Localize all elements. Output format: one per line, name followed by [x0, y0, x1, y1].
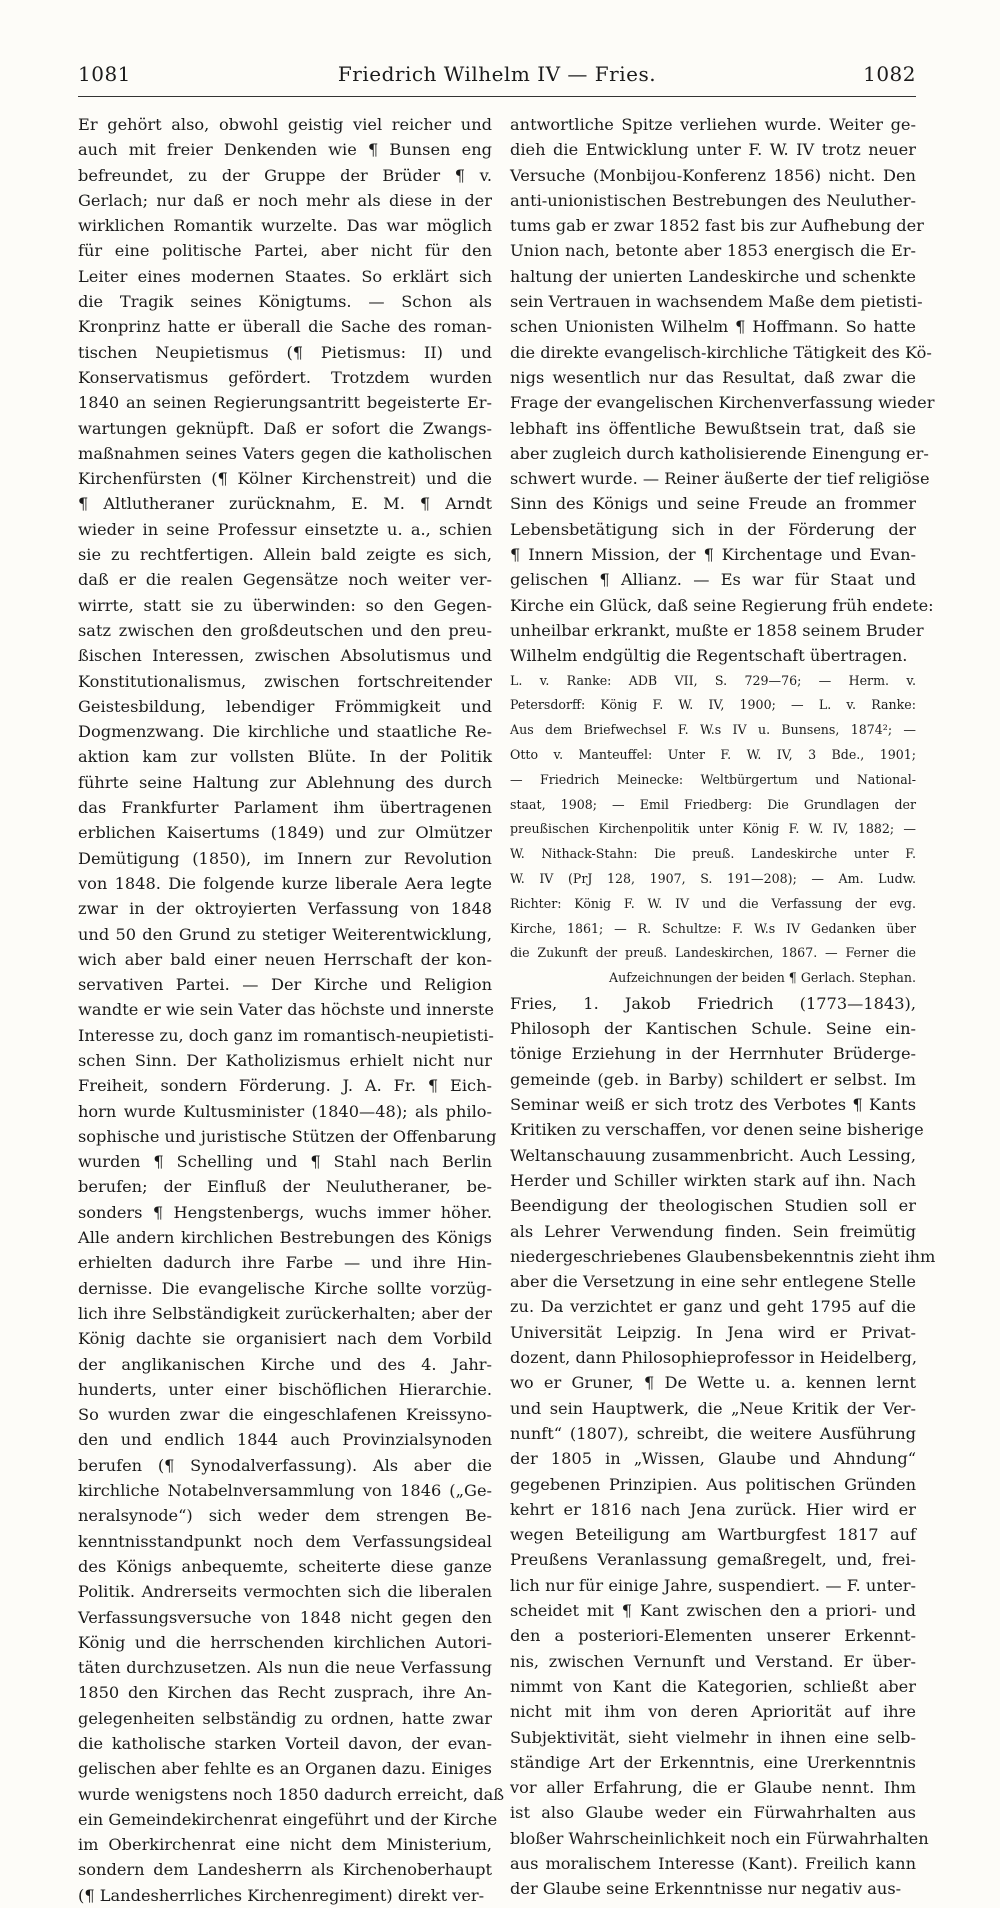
text-line: sophische und juristische Stützen der Offenbarung [78, 1126, 497, 1146]
text-line: nigs wesentlich nur das Resultat, daß zwar die [510, 367, 916, 387]
text-line: Konservatismus gefördert. Trotzdem wurden [78, 367, 492, 387]
text-line: berufen (¶ Synodalverfassung). Als aber die [78, 1455, 492, 1475]
text-line: gelischen aber fehlte es an Organen dazu. Einiges [78, 1759, 492, 1779]
text-line: Philosoph der Kantischen Schule. Seine ein- [510, 1019, 916, 1039]
text-line: sie zu rechtfertigen. Allein bald zeigte es sich, [78, 545, 492, 565]
text-line: Geistesbildung, lebendiger Frömmigkeit und [78, 696, 492, 716]
text-line: ¶ Innern Mission, der ¶ Kirchentage und Evan- [510, 545, 916, 565]
text-line: ßischen Interessen, zwischen Absolutismus und [78, 646, 492, 666]
text-line: servativen Partei. — Der Kirche und Religion [78, 975, 492, 995]
reference-line: W. Nithack-Stahn: Die preuß. Landeskirche unter F. [510, 846, 916, 862]
reference-line: Aus dem Briefwechsel F. W.s IV u. Bunsens, 1874²; — [510, 722, 916, 738]
text-line: aber zugleich durch katholisierende Einengung er- [510, 443, 929, 463]
header-rule [78, 96, 916, 97]
text-line: neralsynode“) sich weder dem strengen Be- [78, 1506, 492, 1526]
text-line: antwortliche Spitze verliehen wurde. Weiter ge- [510, 115, 916, 134]
text-line: die katholische starken Vorteil davon, der evan- [78, 1734, 492, 1753]
text-line: wartungen geknüpft. Daß er sofort die Zwangs- [78, 418, 492, 438]
text-line: 1840 an seinen Regierungsantritt begeisterte Er- [78, 393, 492, 413]
text-line: Kirchenfürsten (¶ Kölner Kirchenstreit) und die [78, 469, 492, 489]
text-line: lebhaft ins öffentliche Bewußtsein trat, daß sie [510, 418, 916, 438]
text-line: den und endlich 1844 auch Provinzialsynoden [78, 1430, 492, 1450]
text-line: wo er Gruner, ¶ De Wette u. a. kennen lernt [510, 1373, 916, 1393]
text-line: nis, zwischen Vernunft und Verstand. Er über- [510, 1651, 916, 1671]
text-line: Alle andern kirchlichen Bestrebungen des Königs [78, 1228, 492, 1248]
bibliography [510, 669, 916, 991]
text-line: Politik. Andrerseits vermochten sich die liberalen [78, 1582, 492, 1602]
text-line: des Königs anbequemte, scheiterte diese ganze [78, 1556, 492, 1576]
page-header [78, 62, 916, 92]
text-line: sondern dem Landesherrn als Kirchenoberhaupt [78, 1860, 492, 1880]
reference-line: Petersdorff: König F. W. IV, 1900; — L. v. Ranke: [510, 697, 916, 713]
text-line: Preußens Veranlassung gemaßregelt, und, frei- [510, 1550, 916, 1570]
text-line: als Lehrer Verwendung finden. Sein freimütig [510, 1221, 916, 1241]
text-line: daß er die realen Gegensätze noch weiter ver- [78, 570, 492, 590]
right-column [510, 112, 936, 1899]
page-number-left: 1081 [78, 62, 131, 86]
text-line: tums gab er zwar 1852 fast bis zur Aufhebung der [510, 216, 924, 236]
text-line: aber die Versetzung in eine sehr entlegene Stelle [510, 1272, 916, 1292]
fries-entry [510, 991, 936, 1902]
text-line: ¶ Altlutheraner zurücknahm, E. M. ¶ Arndt [78, 494, 492, 514]
text-line: ist also Glaube weder ein Fürwahrhalten aus [510, 1803, 916, 1823]
text-line: bloßer Wahrscheinlichkeit noch ein Fürwahrhalten [510, 1828, 929, 1848]
text-line: Er gehört also, obwohl geistig viel reicher und [78, 115, 492, 134]
text-line: dozent, dann Philosophieprofessor in Heidelberg, [510, 1348, 918, 1368]
text-line: (¶ Landesherrliches Kirchenregiment) direkt ver- [78, 1885, 485, 1905]
text-line: schwert wurde. — Reiner äußerte der tief religiöse [510, 469, 930, 489]
reference-line: L. v. Ranke: ADB VII, S. 729—76; — Herm. v. [510, 672, 916, 688]
reference-line: staat, 1908; — Emil Friedberg: Die Grundlagen der [510, 796, 916, 812]
running-title: Friedrich Wilhelm IV — Fries. [337, 62, 657, 86]
text-line: nimmt von Kant die Kategorien, schließt aber [510, 1676, 916, 1696]
text-line: Leiter eines modernen Staates. So erklärt sich [78, 266, 492, 286]
text-line: Weltanschauung zusammenbricht. Auch Lessing, [510, 1145, 916, 1165]
reference-line: Kirche, 1861; — R. Schultze: F. W.s IV Gedanken über [510, 920, 916, 936]
text-line: berufen; der Einfluß der Neulutheraner, be- [78, 1177, 492, 1197]
text-line: 1850 den Kirchen das Recht zusprach, ihre An- [78, 1683, 492, 1703]
text-line: täten durchzusetzen. Als nun die neue Verfassung [78, 1658, 492, 1678]
text-line: König und die herrschenden kirchlichen Autori- [78, 1632, 492, 1652]
text-line: der 1805 in „Wissen, Glaube und Ahndung“ [510, 1449, 916, 1469]
text-line: der anglikanischen Kirche und des 4. Jahr- [78, 1354, 492, 1374]
text-line: unheilbar erkrankt, mußte er 1858 seinem Bruder [510, 620, 924, 640]
text-line: dieh die Entwicklung unter F. W. IV trotz neuer [510, 140, 916, 160]
text-line: der Glaube seine Erkenntnisse nur negativ aus- [510, 1879, 902, 1899]
text-line: aus moralischem Interesse (Kant). Freilich kann [510, 1853, 916, 1873]
text-line: zu. Da verzichtet er ganz und geht 1795 auf die [510, 1297, 916, 1317]
text-line: Union nach, betonte aber 1853 energisch die Er- [510, 241, 916, 261]
text-line: lich ihre Selbständigkeit zurückerhalten; aber der [78, 1303, 492, 1323]
text-line: wurden ¶ Schelling und ¶ Stahl nach Berlin [78, 1152, 492, 1172]
reference-line: Aufzeichnungen der beiden ¶ Gerlach. Stephan. [608, 970, 916, 986]
text-line: Interesse zu, doch ganz im romantisch-neupietisti- [78, 1025, 494, 1045]
text-line: gegebenen Prinzipien. Aus politischen Gründen [510, 1474, 916, 1494]
text-line: wieder in seine Professur einsetzte u. a., schien [78, 519, 492, 539]
text-line: Konstitutionalismus, zwischen fortschreitender [78, 671, 492, 691]
reference-line: W. IV (PrJ 128, 1907, S. 191—208); — Am. Ludw. [510, 870, 916, 886]
text-line: Lebensbetätigung sich in der Förderung der [510, 519, 916, 539]
right-column-text [510, 112, 935, 669]
text-line: König dachte sie organisiert nach dem Vorbild [78, 1329, 492, 1349]
text-line: anti-unionistischen Bestrebungen des Neuluther- [510, 190, 916, 210]
text-line: dernisse. Die evangelische Kirche sollte vorzüg- [78, 1278, 492, 1298]
text-line: Demütigung (1850), im Innern zur Revolution [78, 848, 492, 868]
text-line: erhielten dadurch ihre Farbe — und ihre Hin- [78, 1253, 492, 1273]
text-line: horn wurde Kultusminister (1840—48); als philo- [78, 1101, 492, 1121]
text-line: befreundet, zu der Gruppe der Brüder ¶ v. [78, 165, 492, 185]
text-line: kehrt er 1816 nach Jena zurück. Hier wird er [510, 1499, 916, 1519]
text-line: den a posteriori-Elementen unserer Erkennt- [510, 1626, 916, 1646]
text-line: wegen Beteiligung am Wartburgfest 1817 auf [510, 1525, 916, 1545]
text-line: wirklichen Romantik wurzelte. Das war möglich [78, 216, 492, 236]
page-number-right: 1082 [863, 62, 916, 86]
text-line: hunderts, unter einer bischöflichen Hierarchie. [78, 1379, 492, 1399]
text-line: wandte er wie sein Vater das höchste und innerste [78, 1000, 494, 1020]
text-line: und sein Hauptwerk, die „Neue Kritik der Ver- [510, 1398, 916, 1418]
text-line: Wilhelm endgültig die Regentschaft übertragen. [510, 646, 908, 666]
text-line: Frage der evangelischen Kirchenverfassung wieder [510, 393, 935, 413]
reference-line: die Zukunft der preuß. Landeskirchen, 1867. — Ferner die [510, 945, 916, 961]
text-line: wich aber bald einer neuen Herrschaft der kon- [78, 949, 492, 969]
text-line: Kirche ein Glück, daß seine Regierung früh endete: [510, 595, 934, 615]
text-line: zwar in der oktroyierten Verfassung von 1848 [78, 899, 492, 919]
text-line: Sinn des Königs und seine Freude an frommer [510, 494, 916, 514]
text-line: gemeinde (geb. in Barby) schildert er selbst. Im [510, 1069, 916, 1089]
text-line: schen Unionisten Wilhelm ¶ Hoffmann. So hatte [510, 317, 916, 337]
text-line: Fries, 1. Jakob Friedrich (1773—1843), [510, 993, 916, 1013]
text-line: im Oberkirchenrat eine nicht dem Ministerium, [78, 1835, 492, 1855]
text-line: und 50 den Grund zu stetiger Weiterentwicklung, [78, 924, 492, 944]
text-line: ein Gemeindekirchenrat eingeführt und der Kirche [78, 1809, 498, 1829]
text-line: maßnahmen seines Vaters gegen die katholischen [78, 443, 492, 463]
text-line: für eine politische Partei, aber nicht für den [78, 241, 492, 261]
text-line: Kritiken zu verschaffen, vor denen seine bisherige [510, 1120, 924, 1140]
text-line: nicht mit ihm von deren Apriorität auf ihre [510, 1702, 916, 1722]
text-line: Versuche (Monbijou-Konferenz 1856) nicht. Den [510, 165, 916, 185]
text-line: Freiheit, sondern Förderung. J. A. Fr. ¶ Eich- [78, 1076, 492, 1096]
text-line: schen Sinn. Der Katholizismus erhielt nicht nur [78, 1050, 492, 1070]
text-line: auch mit freier Denkenden wie ¶ Bunsen eng [78, 140, 492, 160]
text-line: Herder und Schiller wirkten stark auf ihn. Nach [510, 1170, 916, 1190]
text-line: tischen Neupietismus (¶ Pietismus: II) und [78, 342, 492, 362]
text-line: haltung der unierten Landeskirche und schenkte [510, 266, 916, 286]
text-line: wirrte, statt sie zu überwinden: so den Gegen- [78, 595, 492, 615]
text-line: das Frankfurter Parlament ihm übertragenen [78, 798, 492, 818]
text-line: wurde wenigstens noch 1850 dadurch erreicht, daß [78, 1784, 505, 1804]
reference-line: Richter: König F. W. IV und die Verfassung der evg. [510, 895, 916, 911]
text-line: sonders ¶ Hengstenbergs, wuchs immer höher. [78, 1202, 492, 1222]
text-line: lich nur für einige Jahre, suspendiert. — F. unter- [510, 1575, 916, 1595]
text-line: gelegenheiten selbständig zu ordnen, hatte zwar [78, 1708, 492, 1728]
text-line: Beendigung der theologischen Studien soll er [510, 1196, 916, 1216]
text-line: Gerlach; nur daß er noch mehr als diese in der [78, 190, 492, 210]
text-line: Subjektivität, sieht vielmehr in ihnen eine selb- [510, 1727, 916, 1747]
text-line: satz zwischen den großdeutschen und den preu- [78, 620, 492, 640]
text-line: kirchliche Notabelnversammlung von 1846 („Ge- [78, 1481, 492, 1501]
text-line: ständige Art der Erkenntnis, eine Urerkenntnis [510, 1752, 916, 1772]
text-line: Universität Leipzig. In Jena wird er Privat- [510, 1322, 916, 1342]
text-line: aktion kam zur vollsten Blüte. In der Politik [78, 747, 492, 767]
text-line: gelischen ¶ Allianz. — Es war für Staat und [510, 570, 916, 590]
text-line: scheidet mit ¶ Kant zwischen den a priori- und [510, 1601, 916, 1621]
reference-line: Otto v. Manteuffel: Unter F. W. IV, 3 Bde., 1901; [510, 746, 916, 762]
text-line: erblichen Kaisertums (1849) und zur Olmützer [78, 823, 492, 843]
text-line: nunft“ (1807), schreibt, die weitere Ausführung [510, 1423, 916, 1443]
left-column [78, 112, 505, 1905]
text-line: führte seine Haltung zur Ablehnung des durch [78, 772, 492, 792]
text-line: vor aller Erfahrung, die er Glaube nennt. Ihm [510, 1778, 916, 1798]
text-line: Kronprinz hatte er überall die Sache des roman- [78, 317, 492, 337]
text-line: So wurden zwar die eingeschlafenen Kreissyno- [78, 1405, 492, 1425]
text-line: die Tragik seines Königtums. — Schon als [78, 292, 492, 312]
reference-line: — Friedrich Meinecke: Weltbürgertum und National- [510, 771, 916, 787]
text-line: Seminar weiß er sich trotz des Verbotes ¶ Kants [510, 1095, 916, 1115]
text-line: sein Vertrauen in wachsendem Maße dem pietisti- [510, 292, 923, 312]
text-line: kenntnisstandpunkt noch dem Verfassungsideal [78, 1531, 492, 1551]
text-line: tönige Erziehung in der Herrnhuter Brüderge- [510, 1044, 916, 1064]
text-line: Dogmenzwang. Die kirchliche und staatliche Re- [78, 722, 492, 742]
text-line: Verfassungsversuche von 1848 nicht gegen den [78, 1607, 492, 1627]
text-line: von 1848. Die folgende kurze liberale Aera legte [78, 873, 492, 893]
text-line: niedergeschriebenes Glaubensbekenntnis zieht ihm [510, 1246, 936, 1266]
text-line: die direkte evangelisch-kirchliche Tätigkeit des Kö- [510, 342, 932, 362]
reference-line: preußischen Kirchenpolitik unter König F. W. IV, 1882; — [510, 821, 916, 837]
